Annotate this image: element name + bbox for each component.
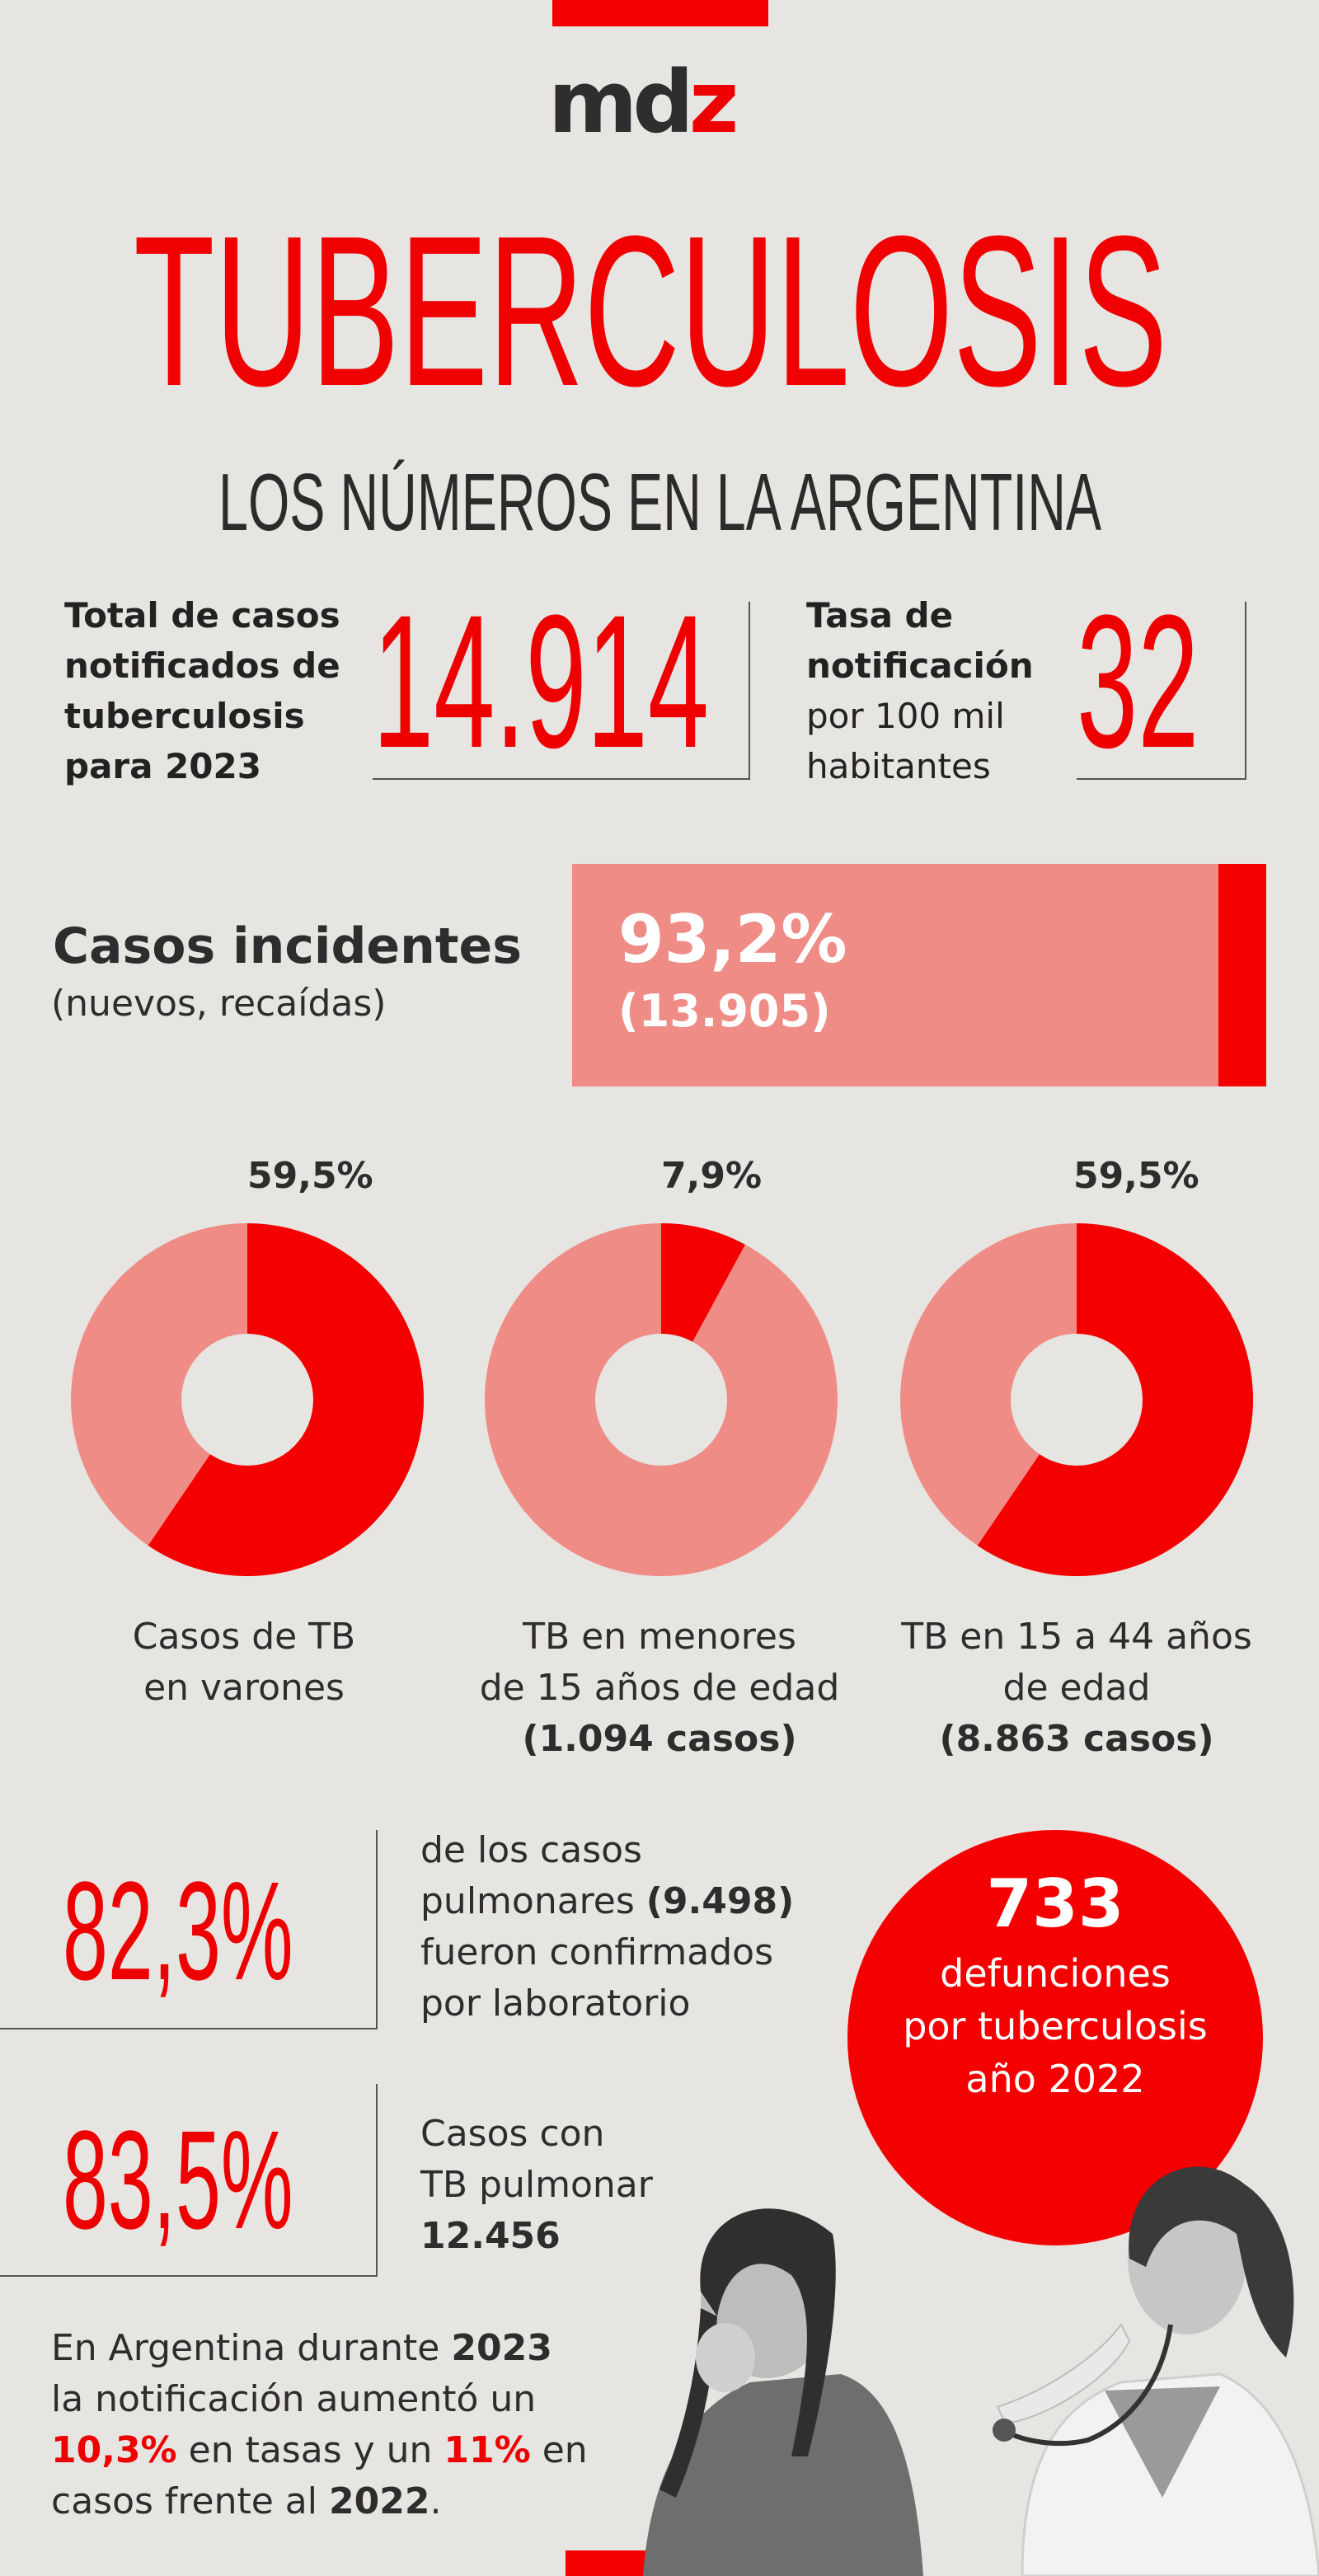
page-subtitle: LOS NÚMEROS EN LA ARGENTINA [218,457,1102,547]
donut-2-caption: TB en menores de 15 años de edad (1.094 casos) [479,1616,840,1760]
doctor-patient-photo [594,2110,1319,2576]
incident-cases-count: (13.905) [618,985,831,1037]
incident-cases-percent: 93,2% [618,901,847,978]
confirmed-percent: 82,3% [63,1853,293,2010]
incident-cases-subtitle: (nuevos, recaídas) [51,983,387,1025]
top-accent-bar [552,0,768,26]
donut-2-hole [595,1334,727,1466]
incident-cases-title: Casos incidentes [53,917,522,975]
confirmed-description: de los casos pulmonares (9.498) fueron confirmados por laboratorio [420,1829,795,2025]
notification-rate-value: 32 [1077,575,1199,787]
donut-1-hole [181,1334,313,1466]
donut-2-percent: 7,9% [661,1155,763,1197]
total-cases-value: 14.914 [373,575,710,787]
total-cases-label: Total de casos notificados de tuberculosis para 2023 [64,595,340,786]
donut-3-percent: 59,5% [1073,1155,1199,1197]
donut-15-44 [900,1223,1253,1576]
donut-3-caption: TB en 15 a 44 años de edad (8.863 casos) [901,1616,1252,1760]
donut-menores-15 [485,1223,838,1576]
page-title: TUBERCULOSIS [134,192,1168,431]
deaths-number: 733 [986,1865,1124,1942]
donut-varones [71,1223,424,1576]
mdz-logo[interactable]: mdz [548,52,735,152]
incident-cases-bar-remainder [1218,864,1266,1086]
donut-charts [0,1212,1319,1583]
donut-3-hole [1011,1334,1143,1466]
donut-1-percent: 59,5% [247,1155,373,1197]
deaths-text: defunciones por tuberculosis año 2022 [903,1951,1208,2101]
pulmonary-percent: 83,5% [63,2102,293,2259]
pulmonary-description: Casos con TB pulmonar 12.456 [420,2113,653,2257]
notification-rate-label: Tasa de notificación por 100 mil habitantes [806,595,1034,786]
donut-1-caption: Casos de TB en varones [132,1616,356,1709]
footer-note: En Argentina durante 2023 la notificación aumentó un 10,3% en tasas y un 11% en casos frente al 2022. [51,2327,588,2522]
